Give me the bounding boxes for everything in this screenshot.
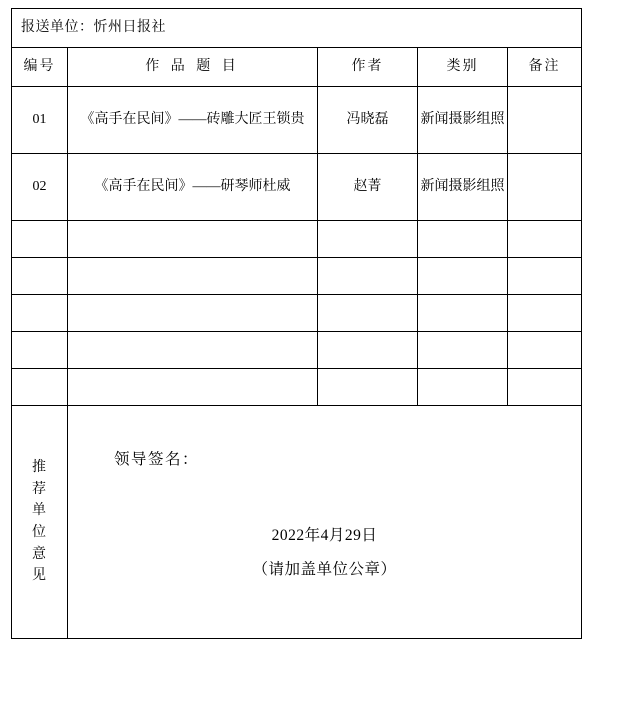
cell-no: 01 (12, 87, 68, 154)
cell-category (418, 369, 508, 406)
cell-no (12, 369, 68, 406)
signature-label: 领导签名： (114, 451, 200, 468)
cell-remark (508, 332, 582, 369)
cell-author: 冯晓磊 (318, 87, 418, 154)
cell-title: 《高手在民间》——研琴师杜威 (68, 154, 318, 221)
cell-no (12, 221, 68, 258)
cell-author (318, 332, 418, 369)
cell-remark (508, 369, 582, 406)
table-row (12, 295, 582, 332)
cell-title (68, 369, 318, 406)
cell-category (418, 332, 508, 369)
recommendation-form-sheet (0, 8, 618, 713)
cell-title (68, 258, 318, 295)
cell-category (418, 258, 508, 295)
cell-category: 新闻摄影组照 (418, 154, 508, 221)
column-header-category: 类别 (418, 48, 508, 87)
column-header-row (12, 48, 582, 87)
cell-author (318, 258, 418, 295)
table-row (12, 332, 582, 369)
column-header-remark: 备注 (508, 48, 582, 87)
opinion-body-cell (68, 406, 582, 639)
table-row (12, 87, 582, 154)
table-row (12, 221, 582, 258)
table-row (12, 154, 582, 221)
cell-remark (508, 221, 582, 258)
opinion-label-cell (12, 406, 68, 639)
stamp-note: （请加盖单位公章） (252, 561, 397, 579)
cell-no (12, 295, 68, 332)
date-text: 2022年4月29日 (271, 527, 378, 545)
cell-category: 新闻摄影组照 (418, 87, 508, 154)
reporting-unit-cell: 报送单位：忻州日报社 (12, 9, 582, 48)
cell-title (68, 332, 318, 369)
cell-remark (508, 87, 582, 154)
cell-no (12, 258, 68, 295)
table-row (12, 369, 582, 406)
cell-author (318, 295, 418, 332)
opinion-row (12, 406, 582, 639)
opinion-label-text: 推荐单位意见 (32, 459, 47, 584)
column-header-title: 作 品 题 目 (68, 48, 318, 87)
cell-no: 02 (12, 154, 68, 221)
cell-author (318, 369, 418, 406)
column-header-author: 作者 (318, 48, 418, 87)
cell-no (12, 332, 68, 369)
cell-title (68, 295, 318, 332)
cell-remark (508, 295, 582, 332)
cell-remark (508, 154, 582, 221)
column-header-no: 编号 (12, 48, 68, 87)
cell-author (318, 221, 418, 258)
cell-category (418, 295, 508, 332)
cell-title (68, 221, 318, 258)
table-row (12, 258, 582, 295)
unit-row (12, 9, 582, 48)
cell-title: 《高手在民间》——砖雕大匠王锁贵 (68, 87, 318, 154)
cell-remark (508, 258, 582, 295)
cell-author: 赵菁 (318, 154, 418, 221)
recommendation-form-table (11, 8, 582, 639)
cell-category (418, 221, 508, 258)
